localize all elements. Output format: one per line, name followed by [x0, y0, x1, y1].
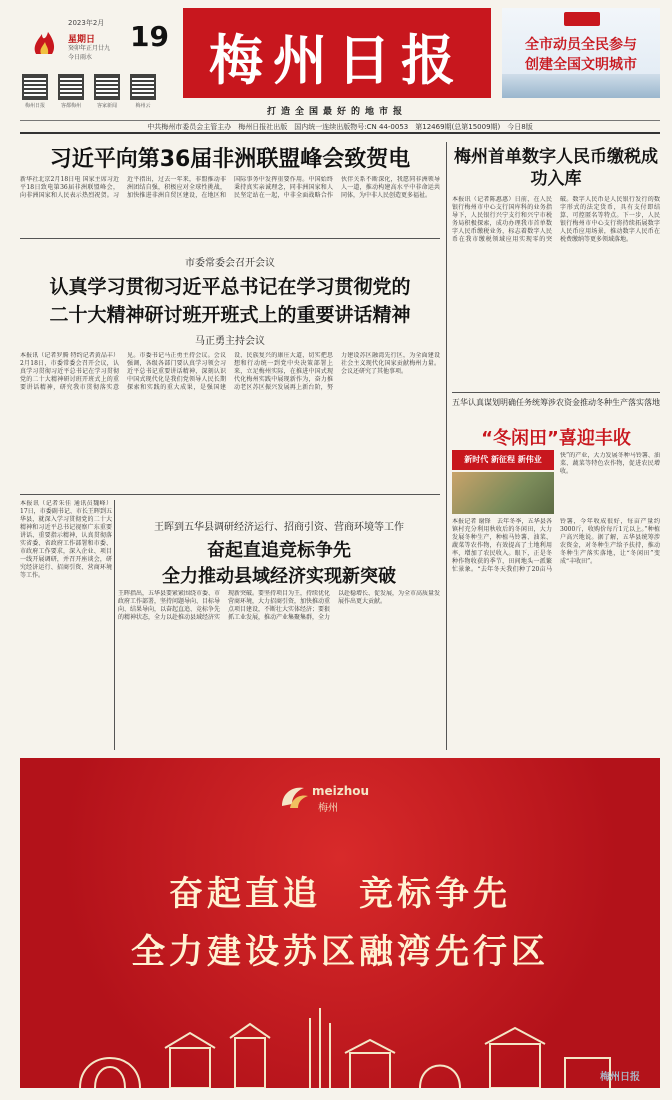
qr-code-icon[interactable] [58, 74, 84, 100]
story5-top-body: 快”的产业，大力发展冬种马铃薯、油菜、蔬菜等特色农作物，促进农民增收。 [560, 452, 660, 475]
theme-stamp: 新时代 新征程 新伟业 [452, 450, 554, 470]
qr-code-icon[interactable] [94, 74, 120, 100]
farm-photo [452, 472, 554, 514]
flame-logo-icon [30, 28, 60, 56]
qr-label: 客都梅州 [60, 103, 81, 109]
qr-label: 客家新闻 [96, 103, 117, 109]
story3-headline-2[interactable]: 全力推动县域经济实现新突破 [162, 566, 396, 587]
qr-label: 梅州云 [135, 103, 151, 109]
qr-code-icon[interactable] [130, 74, 156, 100]
lunar-date [68, 44, 148, 62]
watermark-logo: 梅州日报 [600, 1072, 640, 1083]
publication-info: 中共梅州市委员会主管主办 梅州日报社出版 国内统一连续出版物号:CN 44-0053 第12469期(总第15009期) 今日8版 [20, 120, 660, 134]
story2-headline-1[interactable]: 认真学习贯彻习近平总书记在学习贯彻党的 [49, 276, 411, 298]
story3-body: 王晖指出，五华县要紧紧围绕市委、市政府工作部署，坚持问题导向、目标导向、结果导向，以奋起直追、竞标争先的精神状态，全力以赴推动县域经济实现新突破。要坚持项目为王，持续优化营商环境，大力招商引资，加快推动重点项目建设，不断壮大实体经济；要狠抓工业发展，推动产业集聚集群，全力以赴稳增长、促发展，为全市高质量发展作出更大贡献。 [118, 590, 440, 621]
story5-body: 本报记者 谢锋 去年冬季，五华县各镇村充分利用秋收后的冬闲田，大力发展冬种生产，种植马铃薯、油菜、蔬菜等农作物，有效提高了土地利用率，增加了农民收入。眼下，正是冬种作物收获的季节，田间地头一派繁忙景象。“去年冬天我们种了20亩马铃薯，今年收成很好，每亩产量约3000斤，收购价每斤1元以上。”种植户高兴地说。据了解，五华县统筹涉农资金，对冬种生产给予扶持，推动冬种生产落实落地，让“冬闲田”变成“丰收田”。 [452, 518, 660, 573]
landmark-skyline-icon [20, 978, 660, 1088]
lunar-line: 癸卯年正月廿九 [68, 45, 111, 52]
divider [20, 494, 440, 495]
divider [20, 238, 440, 239]
issue-day: 19 [130, 20, 169, 53]
promo-line-1: 全市动员全民参与 [525, 37, 637, 53]
qr-label: 梅州日报 [24, 103, 45, 109]
weekday: 星期日 [68, 35, 96, 45]
column-divider [446, 142, 447, 750]
qr-code-icon[interactable] [22, 74, 48, 100]
date-box [20, 8, 170, 118]
masthead [20, 8, 660, 118]
lead-headline[interactable]: 习近平向第36届非洲联盟峰会致贺电 [49, 147, 411, 172]
story4-body: 本报讯（记者陈惠惠）日前，在人民银行梅州市中心支行国库科的业务指导下，人民银行兴宁支行和兴宁市税务局积极探索，成功办理我市首单数字人民币缴税业务，标志着数字人民币在我市缴税领域应用实现零的突破。数字人民币是人民银行发行的数字形式的法定货币，具有支付即结算、可控匿名等特点。下一步，人民银行梅州市中心支行将持续拓展数字人民币应用场景，推动数字人民币在税费缴纳等更多领域落地。 [452, 196, 660, 243]
lead-article-body: 新华社北京2月18日电 国家主席习近平18日致电第36届非洲联盟峰会，向非洲国家和人民表示热烈祝贺。习近平指出，过去一年来，非盟推动非洲团结自强，积极应对全球性挑战，加快推进非洲自贸区建设，在地区和国际事务中发挥重要作用。中国始终秉持真实亲诚理念，同非洲国家和人民坚定站在一起，中非全面战略合作伙伴关系不断深化，我愿同非洲领导人一道，推动构建高水平中非命运共同体，为中非人民创造更多福祉。 [20, 176, 440, 199]
brand-sub: 梅州 [318, 803, 338, 814]
promo-line-2: 创建全国文明城市 [525, 57, 637, 73]
story5-headline[interactable]: “冬闲田”喜迎丰收 [481, 428, 631, 449]
divider [452, 392, 660, 393]
story2-body: 本报讯（记者罗腾 特约记者黄品丰）2月18日，市委常委会召开会议，认真学习贯彻习近平总书记在学习贯彻党的二十大精神研讨班开班式上的重要讲话精神，研究我市贯彻落实意见。市委书记马正勇主持会议。会议强调，各级各部门要认真学习领会习近平总书记重要讲话精神，深刻认识中国式现代化是我们党领导人民长期探索和实践的重大成果，是强国建设、民族复兴的康庄大道，切实把思想和行动统一到党中央决策部署上来，立足梅州实际，在推进中国式现代化梅州实践中展现新作为，奋力推动老区苏区振兴发展再上新台阶，努力建设苏区融湾先行区，为全面建设社会主义现代化国家贡献梅州力量。会议还研究了其他事项。 [20, 352, 440, 391]
meizhou-logo-icon [278, 782, 312, 812]
story2-headline-2[interactable]: 二十大精神研讨班开班式上的重要讲话精神 [49, 304, 411, 326]
story5-kicker: 五华认真谋划明确任务统筹涉农资金推动冬种生产落实落地 [452, 398, 660, 407]
divider [114, 500, 115, 750]
nameplate [183, 8, 491, 98]
solar-term: 今日雨水 [68, 54, 93, 61]
banner-line-1: 奋起直追 竞标争先 [169, 874, 511, 914]
emblem-icon [564, 12, 600, 26]
story2-kicker: 市委常委会召开会议 [185, 258, 275, 269]
story2-byline: 马正勇主持会议 [195, 336, 265, 347]
paper-title: 梅州日报 [209, 29, 465, 92]
story3-headline-1[interactable]: 奋起直追竞标争先 [207, 540, 351, 561]
brand-name: meizhou [312, 784, 370, 798]
story4-headline[interactable]: 梅州首单数字人民币缴税成功入库 [454, 147, 658, 189]
story3-subhead: 王晖到五华县调研经济运行、招商引资、营商环境等工作 [154, 522, 404, 533]
paper-slogan: 打造全国最好的地市报 [266, 107, 407, 117]
civic-promo [502, 8, 660, 98]
promo-banner [20, 758, 660, 1088]
city-skyline-icon [502, 74, 660, 98]
story3-left-body: 本报讯（记者朱佳 通讯员魏峰）17日，市委副书记、市长王晖到五华县，就深入学习贯彻党的二十大精神和习近平总书记视察广东重要讲话、重要指示精神，认真贯彻落实省委、省政府工作部署和市委、市政府工作要求，深入企业、项目一线开展调研，并召开座谈会，研究经济运行、招商引资、营商环境等工作。 [20, 500, 112, 579]
issue-month: 2023年2月 [68, 19, 105, 27]
banner-line-2: 全力建设苏区融湾先行区 [131, 932, 549, 972]
